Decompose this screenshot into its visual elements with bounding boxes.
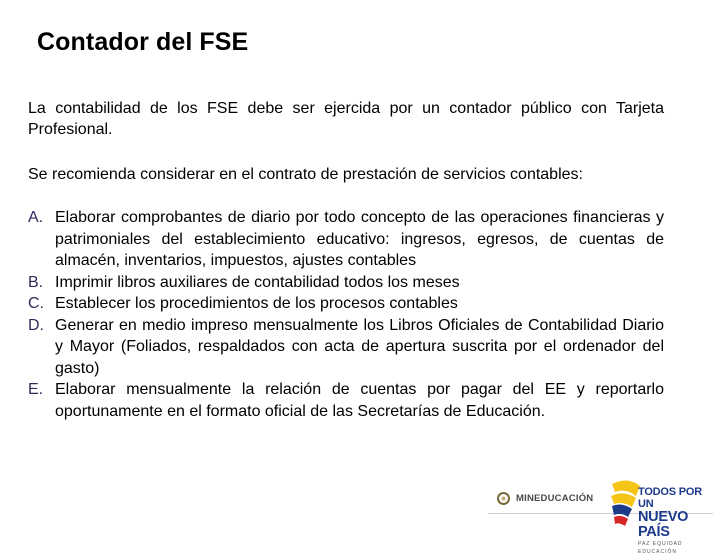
list-item (28, 272, 664, 294)
list-item-text: Elaborar mensualmente la relación de cuentas por pagar del EE y reportarlo oportunamente en el formato oficial de las Secretarías de Educación. (55, 381, 664, 420)
list-item-text: Generar en medio impreso mensualmente los Libros Oficiales de Contabilidad Diario y Mayor (Foliados, respaldados con acta de apertura suscrita por el ordenador del gasto) (55, 316, 664, 377)
logo-line-3: PAZ EQUIDAD EDUCACIÓN (638, 541, 683, 555)
intro-paragraph: La contabilidad de los FSE debe ser ejercida por un contador público con Tarjeta Profesional. (28, 100, 664, 138)
list-letter: C. (28, 295, 44, 312)
logo-line-1: TODOS POR UN (638, 486, 703, 510)
list-item (28, 379, 664, 422)
list-item-text: Establecer los procedimientos de los procesos contables (55, 295, 458, 312)
list-item-text: Elaborar comprobantes de diario por todo concepto de las operaciones financieras y patrimoniales del establecimiento educativo: ingresos, egresos, de cuentas de almacén, inventarios, impuestos, ajustes contables (55, 209, 664, 269)
list-item-text: Imprimir libros auxiliares de contabilidad todos los meses (55, 273, 460, 291)
logo-line-2: NUEVO PAÍS (638, 509, 689, 540)
list-item (28, 315, 664, 380)
coat-of-arms-icon (497, 492, 510, 505)
todos-por-un-nuevo-pais-logo (638, 486, 720, 556)
recommendation-list (28, 207, 664, 422)
recommendation-paragraph: Se recomienda considerar en el contrato de prestación de servicios contables: (28, 166, 583, 183)
list-letter: B. (28, 273, 44, 291)
list-item (28, 293, 664, 315)
slide-title: Contador del FSE (37, 28, 249, 56)
list-letter: D. (28, 316, 44, 334)
mineducacion-logo (497, 492, 593, 505)
mineducacion-label: MINEDUCACIÓN (516, 493, 594, 504)
list-item (28, 207, 664, 272)
list-letter: A. (28, 209, 44, 226)
list-letter: E. (28, 381, 44, 398)
